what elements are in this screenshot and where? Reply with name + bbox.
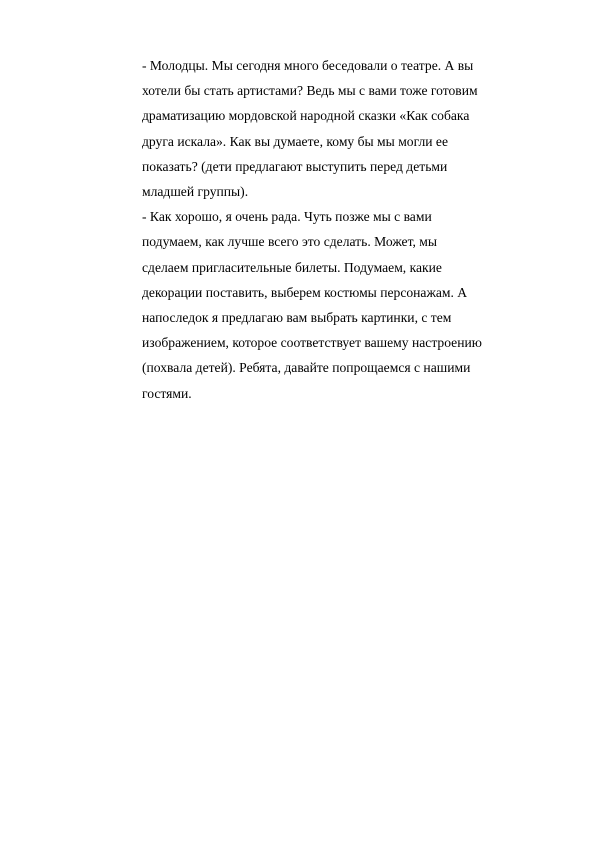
body-text	[142, 53, 502, 406]
text-line: друга искала». Как вы думаете, кому бы мы могли ее	[142, 133, 449, 149]
text-line: показать? (дети предлагают выступить перед детьми	[142, 158, 448, 174]
text-line: гостями.	[142, 385, 192, 401]
text-line: драматизацию мордовской народной сказки «Как собака	[142, 108, 470, 124]
text-line: хотели бы стать артистами? Ведь мы с вами тоже готовим	[142, 83, 478, 99]
text-line: подумаем, как лучше всего это сделать. Может, мы	[142, 234, 438, 250]
text-line: сделаем пригласительные билеты. Подумаем, какие	[142, 259, 442, 275]
text-line: - Как хорошо, я очень рада. Чуть позже мы с вами	[142, 209, 432, 225]
text-line: - Молодцы. Мы сегодня много беседовали о театре. А вы	[142, 58, 474, 73]
text-line: декорации поставить, выберем костюмы персонажам. А	[142, 284, 468, 300]
text-line: младшей группы).	[142, 184, 249, 200]
text-line: (похвала детей). Ребята, давайте попрощаемся с нашими	[142, 360, 471, 376]
text-line: изображением, которое соответствует вашему настроению	[142, 335, 482, 351]
text-line: напоследок я предлагаю вам выбрать картинки, с тем	[142, 310, 452, 326]
